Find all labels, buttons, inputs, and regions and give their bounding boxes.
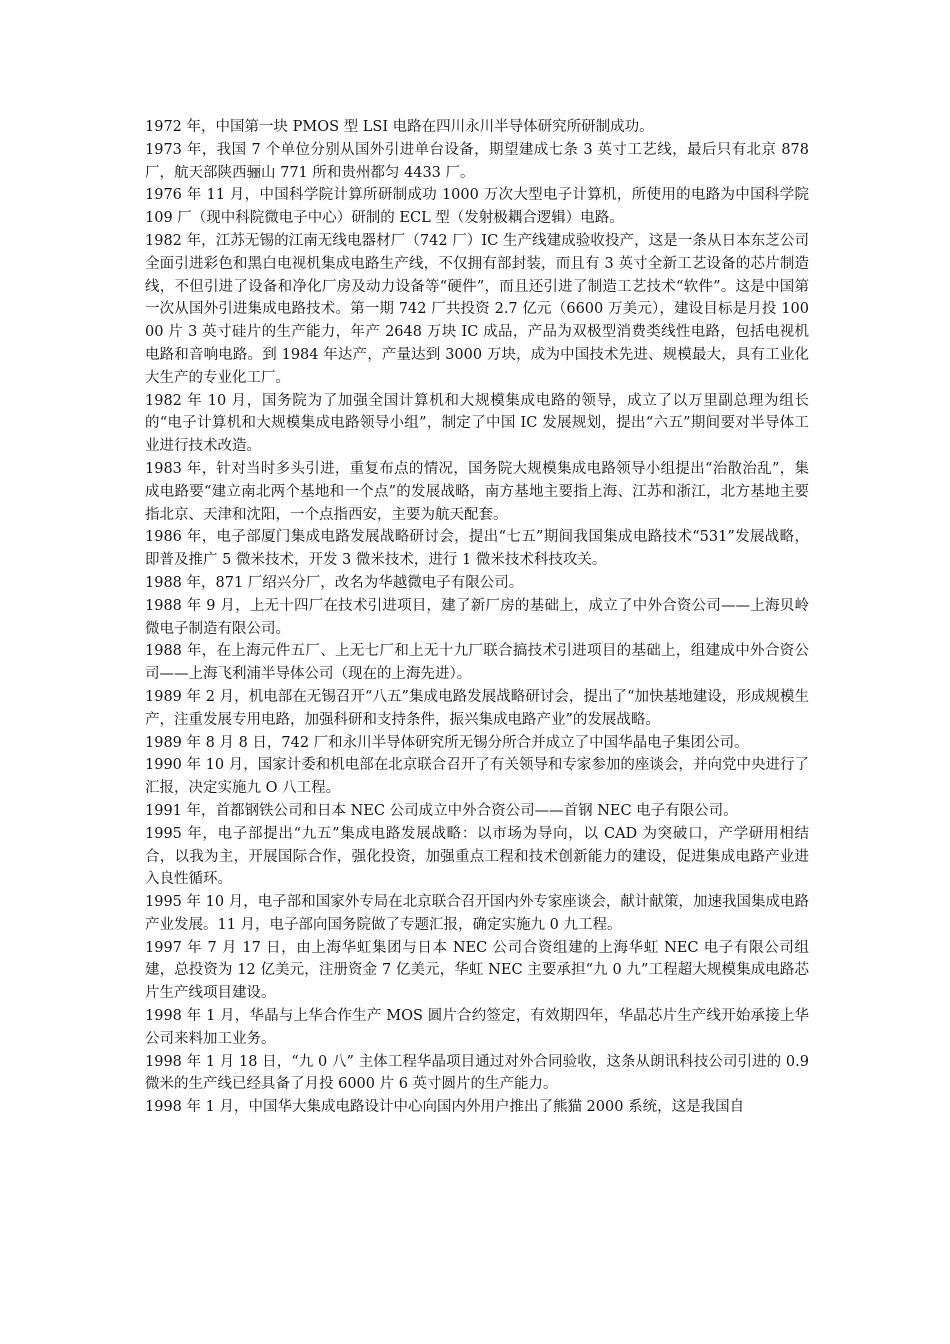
paragraph-1998-01-18: 1998 年 1 月 18 日，“九 0 八” 主体工程华晶项目通过对外合同验收，这条从朗讯科技公司引进的 0.9 微米的生产线已经具备了月投 6000 片 6 英寸圆片的生产能力。 (145, 1053, 809, 1093)
paragraph-1988-philips: 1988 年，在上海元件五厂、上无七厂和上无十九厂联合搞技术引进项目的基础上，组建成中外合资公司——上海飞利浦半导体公司（现在的上海先进）。 (145, 643, 809, 683)
paragraph-1998-01-mos: 1998 年 1 月，华晶与上华合作生产 MOS 圆片合约签定，有效期四年，华晶芯片生产线开始承接上华公司来料加工业务。 (145, 1008, 809, 1047)
paragraph-1990: 1990 年 10 月，国家计委和机电部在北京联合召开了有关领导和专家参加的座谈会，并向党中央进行了汇报，决定实施九 O 八工程。 (145, 757, 809, 797)
paragraph-1983: 1983 年，针对当时多头引进，重复布点的情况，国务院大规模集成电路领导小组提出“治散治乱”，集成电路要“建立南北两个基地和一个点”的发展战略，南方基地主要指上海、江苏和浙江，北方基地主要指北京、天津和沈阳，一个点指西安，主要为航天配套。 (145, 460, 809, 523)
paragraph-1986: 1986 年，电子部厦门集成电路发展战略研讨会，提出“七五”期间我国集成电路技术“531”发展战略，即普及推广 5 微米技术，开发 3 微米技术，进行 1 微米技术科技攻关。 (145, 529, 809, 569)
paragraph-1995-10: 1995 年 10 月，电子部和国家外专局在北京联合召开国内外专家座谈会，献计献策，加速我国集成电路产业发展。11 月，电子部向国务院做了专题汇报，确定实施九 0 九工程。 (145, 894, 809, 933)
paragraph-1998-01-panda: 1998 年 1 月，中国华大集成电路设计中心向国内外用户推出了熊猫 2000 系统，这是我国自 (145, 1099, 745, 1116)
paragraph-1982-10: 1982 年 10 月，国务院为了加强全国计算机和大规模集成电路的领导，成立了以万里副总理为组长的“电子计算机和大规模集成电路领导小组”，制定了中国 IC 发展规划，提出“六五”期间要对半导体工业进行技术改造。 (145, 392, 809, 455)
paragraph-1997: 1997 年 7 月 17 日，由上海华虹集团与日本 NEC 公司合资组建的上海华虹 NEC 电子有限公司组建，总投资为 12 亿美元，注册资金 7 亿美元，华虹 NEC 主要承担“九 0 九”工程超大规模集成电路芯片生产线项目建设。 (145, 939, 809, 1002)
paragraph-1989-08: 1989 年 8 月 8 日，742 厂和永川半导体研究所无锡分所合并成立了中国华晶电子集团公司。 (145, 734, 749, 751)
paragraph-1991: 1991 年，首都钢铁公司和日本 NEC 公司成立中外合资公司——首钢 NEC 电子有限公司。 (145, 802, 738, 819)
document-body (145, 116, 809, 1119)
paragraph-1973: 1973 年，我国 7 个单位分别从国外引进单台设备，期望建成七条 3 英寸工艺线，最后只有北京 878 厂，航天部陕西骊山 771 所和贵州都匀 4433 厂。 (145, 141, 809, 181)
paragraph-1972: 1972 年，中国第一块 PMOS 型 LSI 电路在四川永川半导体研究所研制成功。 (145, 119, 654, 135)
paragraph-1995: 1995 年，电子部提出“九五”集成电路发展战略：以市场为导向，以 CAD 为突破口，产学研用相结合，以我为主，开展国际合作，强化投资，加强重点工程和技术创新能力的建设，促进集成电路产业进入良性循环。 (145, 825, 809, 888)
paragraph-1989-02: 1989 年 2 月，机电部在无锡召开“八五”集成电路发展战略研讨会，提出了“加快基地建设，形成规模生产，注重发展专用电路，加强科研和支持条件，振兴集成电路产业”的发展战略。 (145, 688, 809, 728)
paragraph-1988-871: 1988 年，871 厂绍兴分厂，改名为华越微电子有限公司。 (145, 574, 524, 591)
paragraph-1982-742: 1982 年，江苏无锡的江南无线电器材厂（742 厂）IC 生产线建成验收投产，这是一条从日本东芝公司全面引进彩色和黑白电视机集成电路生产线，不仅拥有部封装，而且有 3 英寸全新工艺设备的芯片制造线，不但引进了设备和净化厂房及动力设备等“硬件”，而且还引进了制造工艺技术“软件”。这是中国第一次从国外引进集成电路技术。第一期 742 厂共投资 2.7 亿元（6600 万美元），建设目标是月投 10000 片 3 英寸硅片的生产能力，年产 2648 万块 IC 成品，产品为双极型消费类线性电路，包括电视机电路和音响电路。到 1984 年达产，产量达到 3000 万块，成为中国技术先进、规模最大，具有工业化大生产的专业化工厂。 (145, 232, 809, 386)
paragraph-1976: 1976 年 11 月，中国科学院计算所研制成功 1000 万次大型电子计算机，所使用的电路为中国科学院 109 厂（现中科院微电子中心）研制的 ECL 型（发射极耦合逻辑）电路。 (145, 187, 809, 227)
paragraph-1988-09: 1988 年 9 月，上无十四厂在技术引进项目，建了新厂房的基础上，成立了中外合资公司——上海贝岭微电子制造有限公司。 (145, 597, 809, 637)
